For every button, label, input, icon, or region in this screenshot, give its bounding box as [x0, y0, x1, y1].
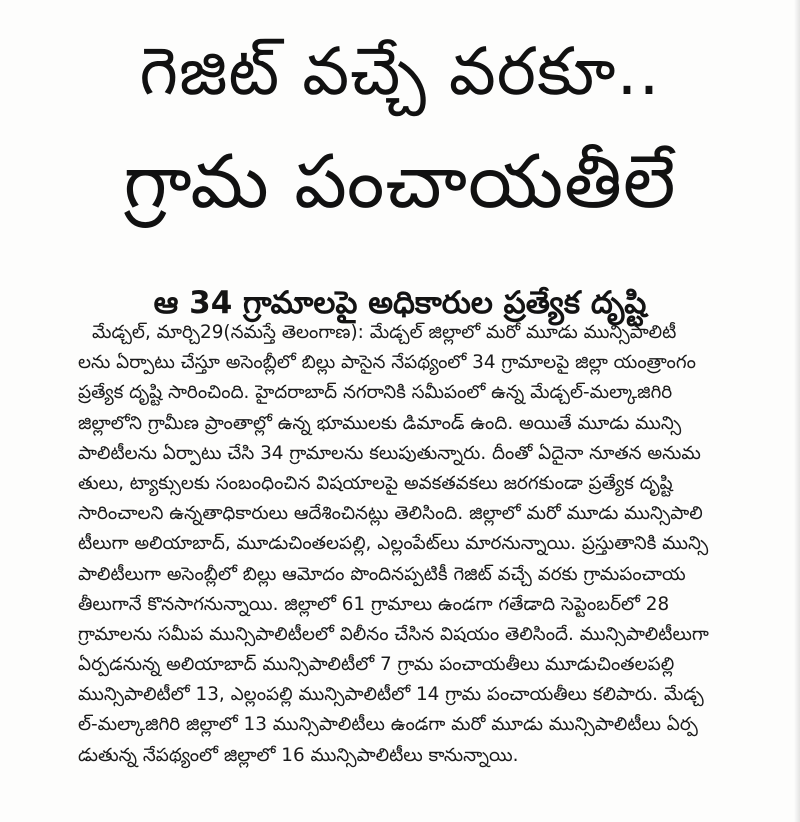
body-line: మున్సిపాలిటీలో 13, ఎల్లంపల్లి మున్సిపాలిటీలో 14 గ్రామ పంచాయతీలు కలిపారు. మేడ్చ — [78, 684, 704, 706]
body-line: గ్రామాలను సమీప మున్సిపాలిటీలలో విలీనం చేసిన విషయం తెలిసిందే. మున్సిపాలిటీలుగా — [78, 623, 709, 645]
body-line: డుతున్న నేపథ్యంలో జిల్లాలో 16 మున్సిపాలిటీలు కానున్నాయి. — [78, 744, 519, 766]
body-line: జిల్లాలోని గ్రామీణ ప్రాంతాల్లో ఉన్న భూములకు డిమాండ్ ఉంది. అయితే మూడు మున్సి — [78, 412, 682, 434]
body-line: ప్రత్యేక దృష్టి సారించింది. హైదరాబాద్ నగరానికి సమీపంలో ఉన్న మేడ్చల్-మల్కాజిగిరి — [78, 382, 673, 404]
body-line: ల్-మల్కాజిగిరి జిల్లాలో 13 మున్సిపాలిటీలు ఉండగా మరో మూడు మున్సిపాలిటీలు ఏర్ప — [78, 714, 698, 736]
body-line: తీలుగానే కొనసాగనున్నాయి. జిల్లాలో 61 గ్రామాలు ఉండగా గతేడాది సెప్టెంబర్‌లో 28 — [78, 593, 670, 615]
headline-line-2: గ్రామ పంచాయతీలే — [123, 139, 677, 225]
headline-line-1: గెజిట్ వచ్చే వరకూ.. — [139, 33, 661, 110]
body-line: పాలిటీలుగా అసెంబ్లీలో బిల్లు ఆమోదం పొందినప్పటికీ గెజిట్ వచ్చే వరకు గ్రామపంచాయ — [78, 563, 686, 585]
body-line: సారించాలని ఉన్నతాధికారులు ఆదేశించినట్లు తెలిసింది. జిల్లాలో మరో మూడు మున్సిపాలి — [78, 503, 703, 525]
body-line: మేడ్చల్, మార్చి29(నమస్తే తెలంగాణ): మేడ్చల్ జిల్లాలో మరో మూడు మున్సిపాలిటీ — [92, 322, 677, 343]
body-line: ఏర్పడనున్న అలియాబాద్ మున్సిపాలిటీలో 7 గ్రామ పంచాయతీలు మూడుచింతలపల్లి — [78, 654, 675, 676]
body-line: పాలిటీలను ఏర్పాటు చేసి 34 గ్రామాలను కలుపుతున్నారు. దీంతో ఏదైనా నూతన అనుమ — [78, 442, 701, 464]
page-edge-shadow — [794, 0, 800, 822]
body-line: లను ఏర్పాటు చేస్తూ అసెంబ్లీలో బిల్లు పాసైన నేపథ్యంలో 34 గ్రామాలపై జిల్లా యంత్రాంగం — [78, 352, 696, 374]
subheadline: ఆ 34 గ్రామాలపై అధికారుల ప్రత్యేక దృష్టి — [153, 284, 647, 321]
article-body — [78, 318, 760, 771]
body-line: టీలుగా అలియాబాద్, మూడుచింతలపల్లి, ఎల్లంపేట్‌లు మారనున్నాయి. ప్రస్తుతానికి మున్సి — [78, 533, 709, 555]
body-line: తులు, ట్యాక్సులకు సంబంధించిన విషయాలపై అవకతవకలు జరగకుండా ప్రత్యేక దృష్టి — [78, 472, 673, 494]
